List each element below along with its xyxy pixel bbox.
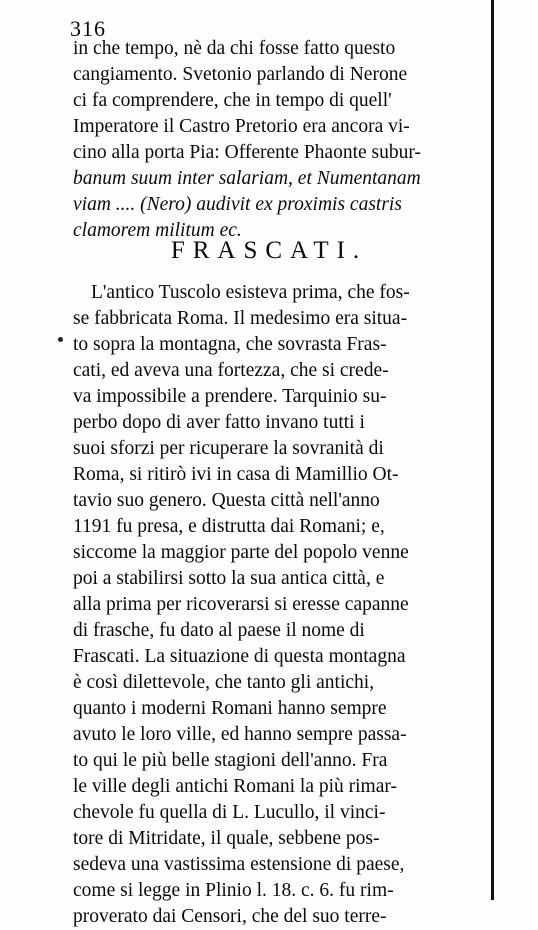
section-heading: FRASCATI. bbox=[170, 237, 368, 264]
text-line: Frascati. La situazione di questa montagna bbox=[73, 646, 406, 667]
text-line: come si legge in Plinio l. 18. c. 6. fu rim- bbox=[73, 880, 394, 901]
text-line: cati, ed aveva una fortezza, che si crede- bbox=[73, 360, 389, 381]
text-line: to sopra la montagna, che sovrasta Fras- bbox=[73, 334, 387, 355]
text-line: L'antico Tuscolo esisteva prima, che fos- bbox=[91, 282, 410, 303]
text-line: perbo dopo di aver fatto invano tutti i bbox=[73, 412, 365, 433]
text-line: chevole fu quella di L. Lucullo, il vinci- bbox=[73, 802, 386, 823]
text-line: 1191 fu presa, e distrutta dai Romani; e, bbox=[73, 516, 385, 537]
text-line: to qui le più belle stagioni dell'anno. Fra bbox=[73, 750, 388, 771]
text-line: va impossibile a prendere. Tarquinio su- bbox=[73, 386, 387, 407]
text-line: tore di Mitridate, il quale, sebbene pos- bbox=[73, 828, 380, 849]
text-line: Roma, si ritirò ivi in casa di Mamillio Ot- bbox=[73, 464, 399, 485]
text-line: quanto i moderni Romani hanno sempre bbox=[73, 698, 387, 719]
margin-mark bbox=[58, 337, 63, 342]
text-line: cangiamento. Svetonio parlando di Nerone bbox=[73, 64, 408, 85]
body-paragraph bbox=[73, 280, 465, 930]
text-line: in che tempo, nè da chi fosse fatto questo bbox=[73, 38, 396, 59]
text-line: è così dilettevole, che tanto gli antichi, bbox=[73, 672, 375, 693]
text-line: di frasche, fu dato al paese il nome di bbox=[73, 620, 365, 641]
text-line: le ville degli antichi Romani la più rimar- bbox=[73, 776, 397, 797]
text-line-italic: viam .... (Nero) audivit ex proximis castris bbox=[73, 194, 402, 215]
text-line: suoi sforzi per ricuperare la sovranità di bbox=[73, 438, 384, 459]
text-line: sedeva una vastissima estensione di paese, bbox=[73, 854, 405, 875]
text-line-italic: clamorem militum ec. bbox=[73, 220, 242, 241]
top-paragraph bbox=[73, 36, 465, 244]
text-line: poi a stabilirsi sotto la sua antica città, e bbox=[73, 568, 385, 589]
text-line: tavio suo genero. Questa città nell'anno bbox=[73, 490, 380, 511]
page-number: 316 bbox=[70, 16, 106, 41]
text-line: cino alla porta Pia: Offerente Phaonte subur- bbox=[73, 142, 421, 163]
text-line: alla prima per ricoverarsi si eresse capanne bbox=[73, 594, 409, 615]
text-line: se fabbricata Roma. Il medesimo era situa- bbox=[73, 308, 408, 329]
text-line-italic: banum suum inter salariam, et Numentanam bbox=[73, 168, 421, 189]
binding-edge-line bbox=[491, 0, 494, 900]
text-line: siccome la maggior parte del popolo venne bbox=[73, 542, 409, 563]
text-line: avuto le loro ville, ed hanno sempre passa- bbox=[73, 724, 407, 745]
text-line: proverato dai Censori, che del suo terre- bbox=[73, 906, 387, 927]
text-line: ci fa comprendere, che in tempo di quell' bbox=[73, 90, 392, 111]
text-line: Imperatore il Castro Pretorio era ancora vi- bbox=[73, 116, 410, 137]
